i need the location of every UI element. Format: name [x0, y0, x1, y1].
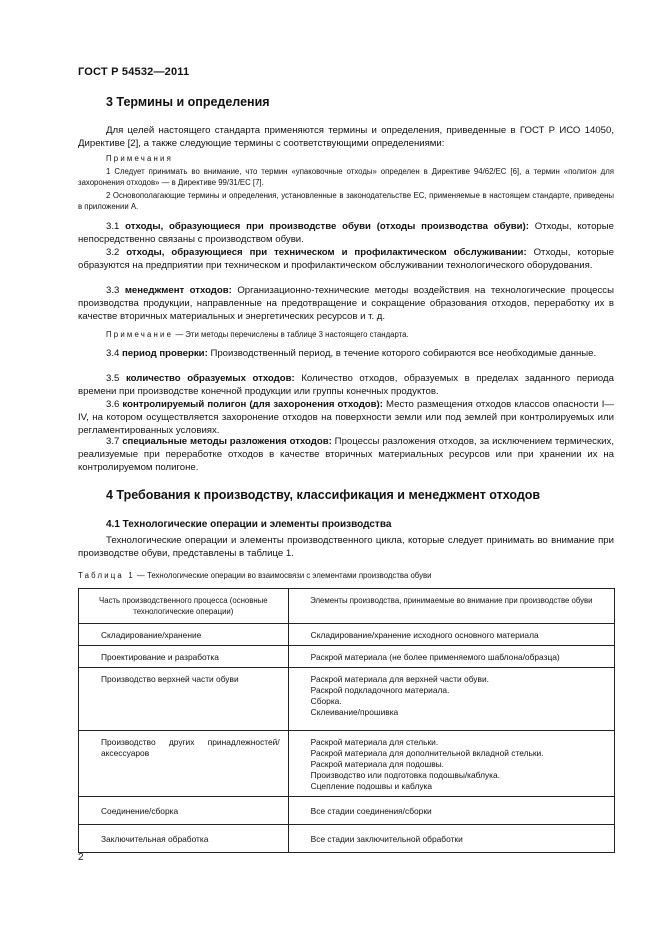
term-3-2-definition: Отходы, которые образуются на предприятии при техническом и профилактическом обслуживании технологического оборудования.	[78, 247, 614, 272]
term-3-7-definition: Процессы разложения отходов, за исключением термических, реализуемые при переработке отходов в качестве вторичных материальных ресурсов или при хранении их на контролируемом полигоне.	[78, 436, 614, 474]
table-cell-line: Раскрой материала для дополнительной вкладной стельки.	[310, 748, 544, 758]
term-3-6-term: контролируемый полигон (для захоронения отходов):	[122, 399, 383, 410]
table-cell-elements	[288, 797, 614, 825]
table-row	[79, 668, 615, 731]
table-cell-line: Раскрой материала для стельки.	[310, 737, 439, 747]
term-3-3-definition: Организационно-технические методы воздействия на технологические процессы производства продукции, направленные на предотвращение и сокращение образования отходов, переработку их в качестве вторичных материальных и энергетических ресурсов и т. д.	[78, 285, 614, 323]
table-1	[78, 588, 615, 853]
table-cell-line: Раскрой подкладочного материала.	[310, 685, 450, 695]
term-3-3-number: 3.3	[106, 285, 120, 296]
table-row	[79, 825, 615, 853]
term-3-2-number: 3.2	[106, 247, 120, 258]
table-col-header-elements: Элементы производства, принимаемые во внимание при производстве обуви	[288, 589, 614, 624]
note-2: 2 Основополагающие термины и определения, установленные в законодательстве ЕС, применяемые в настоящем стандарте, приведены в приложении А.	[78, 191, 614, 211]
table-cell-line: Производство или подготовка подошвы/каблука.	[310, 770, 500, 780]
table-cell-elements	[288, 825, 614, 853]
table-cell-line: Раскрой материала для верхней части обуви.	[310, 674, 489, 684]
term-3-1	[78, 220, 614, 246]
table-cell-line: Раскрой материала (не более применяемого шаблона/образца)	[310, 652, 560, 662]
term-3-2	[78, 246, 614, 272]
note-1: 1 Следует принимать во внимание, что термин «упаковочные отходы» определен в Директиве 94/62/ЕС [6], а термин «полигон для захоронения отходов» — в Директиве 99/31/ЕС [7].	[78, 167, 614, 187]
table-cell-line: Все стадии заключительной обработки	[310, 834, 463, 844]
table-cell-line: Сцепление подошвы и каблука	[310, 781, 433, 791]
term-3-5-definition: Количество отходов, образуемых в пределах заданного периода времени при производстве конечной продукции или группы конечных продуктов.	[78, 373, 614, 398]
term-3-6-definition: Место размещения отходов классов опасности I—IV, на котором осуществляется захоронение отходов на поверхности земли или под землей при контролируемых или регламентированных условиях.	[78, 399, 614, 437]
standard-header: ГОСТ Р 54532—2011	[78, 66, 190, 78]
table-cell-line: Склеивание/прошивка	[310, 707, 399, 717]
term-3-1-definition: Отходы, которые непосредственно связаны с производством обуви.	[78, 221, 614, 246]
table-cell-line: Складирование/хранение исходного основного материала	[310, 630, 539, 640]
table-cell-part: Производство верхней части обуви	[79, 668, 289, 731]
table-row	[79, 624, 615, 646]
term-3-7	[78, 435, 614, 475]
table-cell-line: Сборка.	[310, 696, 342, 706]
table-cell-part: Соединение/сборка	[79, 797, 289, 825]
term-3-5-number: 3.5	[106, 373, 120, 384]
term-3-1-term: отходы, образующиеся при производстве обуви (отходы производства обуви):	[125, 221, 529, 232]
term-3-4-term: период проверки:	[122, 348, 208, 359]
term-3-7-term: специальные методы разложения отходов:	[122, 436, 332, 447]
term-3-6	[78, 398, 614, 438]
table-1-caption-text: — Технологические операции во взаимосвязи с элементами производства обуви	[137, 571, 432, 580]
term-3-2-term: отходы, образующиеся при техническом и профилактическом обслуживании:	[126, 247, 527, 258]
table-cell-part: Проектирование и разработка	[79, 646, 289, 668]
term-3-7-number: 3.7	[106, 436, 120, 447]
term-3-4-number: 3.4	[106, 348, 120, 359]
table-cell-part: Складирование/хранение	[79, 624, 289, 646]
table-cell-elements	[288, 646, 614, 668]
notes-heading: Примечания	[106, 154, 174, 163]
table-1-caption	[78, 571, 618, 580]
note-3-label: Примечание	[106, 330, 174, 339]
term-3-5-term: количество образуемых отходов:	[125, 373, 295, 384]
table-col-header-part: Часть производственного процесса (основные технологические операции)	[79, 589, 289, 624]
page-number: 2	[78, 852, 84, 863]
term-3-4-definition: Производственный период, в течение которого собираются все необходимые данные.	[210, 348, 597, 359]
term-3-1-number: 3.1	[106, 221, 120, 232]
table-1-caption-label: Таблица 1	[78, 571, 135, 580]
term-3-6-number: 3.6	[106, 399, 120, 410]
subsection-4-1-text: Технологические операции и элементы производственного цикла, которые следует принимать во внимание при производстве обуви, представлены в таблице 1.	[78, 535, 614, 560]
section-4-title: 4 Требования к производству, классификация и менеджмент отходов	[106, 488, 541, 502]
table-cell-elements	[288, 731, 614, 797]
table-cell-elements	[288, 668, 614, 731]
table-row	[79, 731, 615, 797]
table-header-row	[79, 589, 615, 624]
term-3-3-term: менеджмент отходов:	[124, 285, 232, 296]
table-cell-line: Все стадии соединения/сборки	[310, 806, 432, 816]
table-cell-part: Производство других принадлежностей/аксессуаров	[79, 731, 289, 797]
term-3-3	[78, 284, 614, 324]
note-3	[78, 329, 614, 340]
table-row	[79, 797, 615, 825]
table-cell-line: Раскрой материала для подошвы.	[310, 759, 445, 769]
subsection-4-1-title: 4.1 Технологические операции и элементы производства	[106, 519, 392, 530]
section-3-intro: Для целей настоящего стандарта применяются термины и определения, приведенные в ГОСТ Р ИСО 14050, Директиве [2], а также следующие термины с соответствующими определениями:	[78, 125, 614, 150]
table-row	[79, 646, 615, 668]
note-3-text: — Эти методы перечислены в таблице 3 настоящего стандарта.	[175, 330, 409, 339]
term-3-5	[78, 372, 614, 398]
term-3-4	[78, 347, 614, 360]
table-cell-elements	[288, 624, 614, 646]
section-3-title: 3 Термины и определения	[106, 95, 270, 109]
table-cell-part: Заключительная обработка	[79, 825, 289, 853]
